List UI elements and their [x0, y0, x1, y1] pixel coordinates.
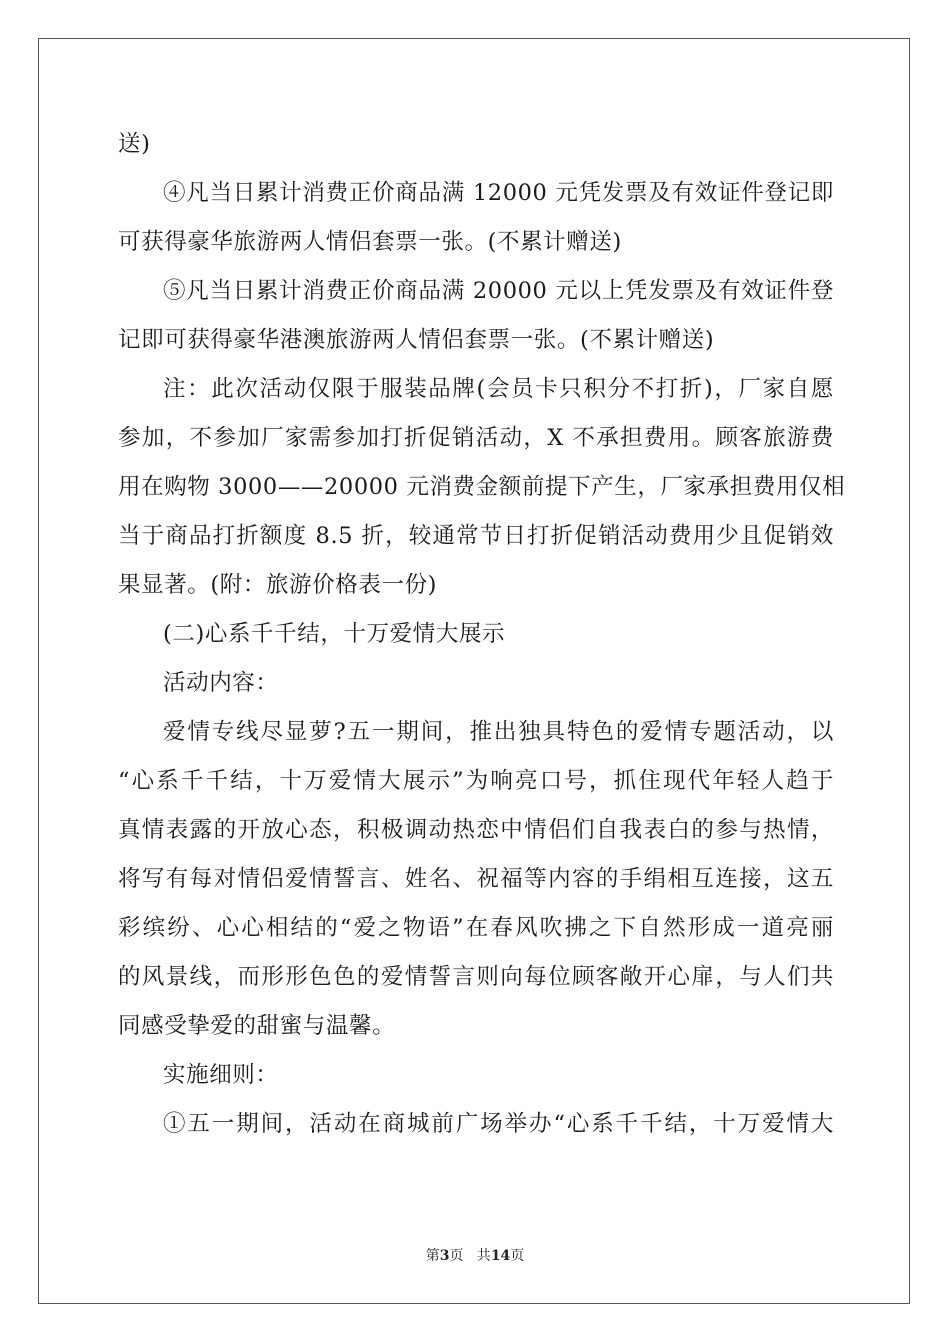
text-line: 送) — [118, 131, 151, 157]
subheading: 实施细则： — [163, 1062, 279, 1088]
text-line: 记即可获得豪华港澳旅游两人情侣套票一张。(不累计赠送) — [118, 327, 715, 353]
text-line: 爱情专线尽显萝?五一期间，推出独具特色的爱情专题活动，以 — [163, 719, 834, 745]
text-line: 参加，不参加厂家需参加打折促销活动，X 不承担费用。顾客旅游费 — [118, 425, 834, 451]
footer-suffix: 页 — [510, 1248, 525, 1264]
text-line: 用在购物 3000——20000 元消费金额前提下产生，厂家承担费用仅相 — [118, 474, 846, 500]
text-line: ①五一期间，活动在商城前广场举办“心系千千结，十万爱情大 — [163, 1111, 834, 1137]
footer-prefix: 第 — [425, 1248, 440, 1264]
text-line: 真情表露的开放心态，积极调动热恋中情侣们自我表白的参与热情， — [118, 817, 834, 843]
text-line: 当于商品打折额度 8.5 折，较通常节日打折促销活动费用少且促销效 — [118, 523, 834, 549]
total-page-number: 14 — [490, 1248, 511, 1264]
text-line: 同感受挚爱的甜蜜与温馨。 — [118, 1013, 396, 1039]
text-line: “心系千千结，十万爱情大展示”为响亮口号，抓住现代年轻人趋于 — [118, 768, 834, 794]
document-body — [118, 120, 846, 1149]
section-heading: (二)心系千千结，十万爱情大展示 — [163, 621, 506, 647]
page-footer — [0, 1246, 950, 1266]
text-line: ⑤凡当日累计消费正价商品满 20000 元以上凭发票及有效证件登 — [163, 278, 834, 304]
current-page-number: 3 — [439, 1248, 450, 1264]
text-line: 彩缤纷、心心相结的“爱之物语”在春风吹拂之下自然形成一道亮丽 — [118, 915, 834, 941]
text-line: 将写有每对情侣爱情誓言、姓名、祝福等内容的手绢相互连接，这五 — [118, 866, 834, 892]
text-line: ④凡当日累计消费正价商品满 12000 元凭发票及有效证件登记即 — [163, 180, 834, 206]
subheading: 活动内容： — [163, 670, 279, 696]
text-line: 注：此次活动仅限于服装品牌(会员卡只积分不打折)，厂家自愿 — [163, 376, 834, 402]
text-line: 的风景线，而形形色色的爱情誓言则向每位顾客敞开心扉，与人们共 — [118, 964, 834, 990]
footer-middle: 页 共 — [449, 1248, 491, 1264]
text-line: 可获得豪华旅游两人情侣套票一张。(不累计赠送) — [118, 229, 622, 255]
text-line: 果显著。(附：旅游价格表一份) — [118, 572, 438, 598]
